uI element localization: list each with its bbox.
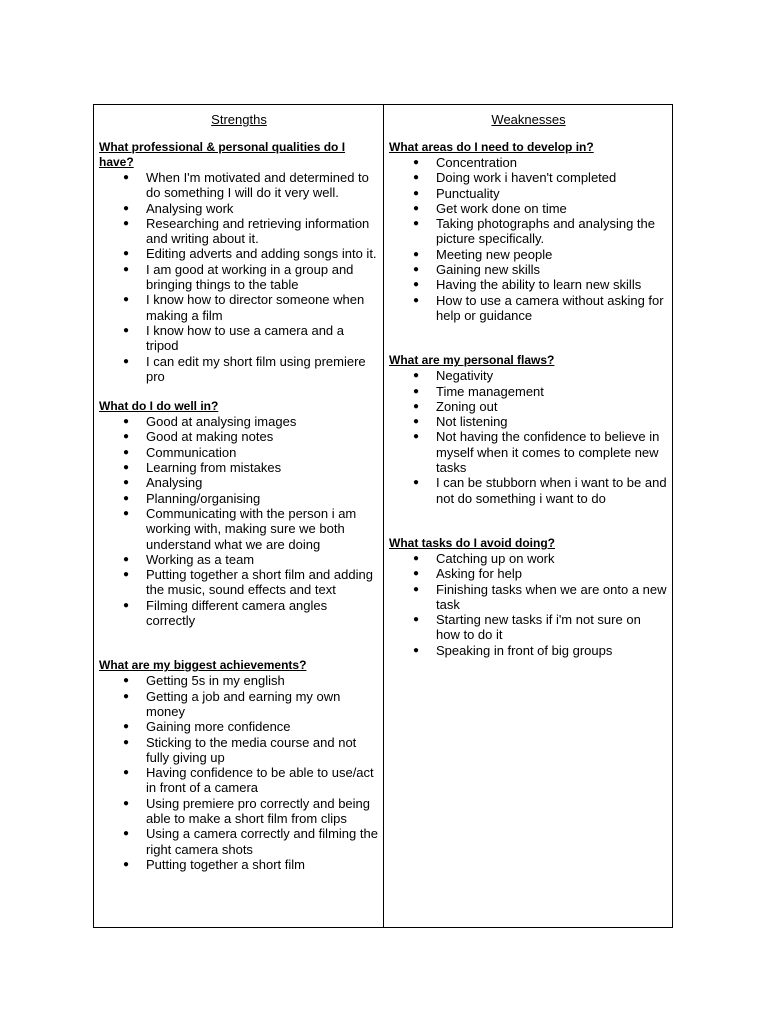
bullet-icon: ● — [413, 583, 420, 595]
bullet-list — [99, 170, 379, 384]
bullet-icon: ● — [413, 568, 420, 580]
bullet-icon: ● — [123, 675, 130, 687]
list-item: ● Gaining new skills — [413, 262, 541, 278]
bullet-icon: ● — [413, 202, 420, 214]
bullet-icon: ● — [123, 324, 130, 336]
list-item: ● Having the ability to learn new skills — [413, 277, 642, 293]
list-item: ● Negativity — [413, 368, 494, 384]
bullet-icon: ● — [123, 492, 130, 504]
list-item: ● Communication — [123, 444, 237, 460]
list-item: ● Concentration — [413, 155, 517, 170]
bullet-icon: ● — [123, 462, 130, 474]
bullet-icon: ● — [123, 477, 130, 489]
bullet-icon: ● — [123, 721, 130, 733]
list-item: ● Finishing tasks when we are onto a new task — [413, 581, 667, 612]
list-item: ● Time management — [413, 383, 544, 399]
list-item: ● Sticking to the media course and not fully giving up — [123, 734, 357, 765]
bullet-icon: ● — [123, 599, 130, 611]
bullet-icon: ● — [413, 385, 420, 397]
bullet-icon: ● — [123, 736, 130, 748]
list-item: ● Not having the confidence to believe in myself when it comes to complete new tasks — [413, 429, 660, 476]
list-item: ● Analysing — [123, 475, 203, 491]
section-title: What areas do I need to develop in? — [389, 140, 594, 154]
bullet-icon: ● — [413, 172, 420, 184]
bullet-icon: ● — [413, 187, 420, 199]
list-item: ● Catching up on work — [413, 550, 555, 566]
list-item: ● Analysing work — [123, 200, 234, 216]
bullet-icon: ● — [123, 767, 130, 779]
bullet-icon: ● — [123, 446, 130, 458]
list-item: ● Speaking in front of big groups — [413, 642, 613, 658]
spacer — [389, 506, 668, 536]
bullet-icon: ● — [413, 248, 420, 260]
bullet-icon: ● — [413, 477, 420, 489]
bullet-list — [99, 414, 379, 628]
bullet-icon: ● — [123, 263, 130, 275]
list-item: ● Meeting new people — [413, 246, 553, 262]
bullet-icon: ● — [123, 294, 130, 306]
spacer — [389, 323, 668, 353]
list-item: ● Putting together a short film — [123, 856, 305, 872]
strengths-header: Strengths — [211, 112, 267, 127]
list-item: ● Doing work i haven't completed — [413, 170, 617, 186]
bullet-icon: ● — [413, 370, 420, 382]
bullet-icon: ● — [123, 416, 130, 428]
list-item: ● Gaining more confidence — [123, 719, 291, 735]
bullet-icon: ● — [123, 355, 130, 367]
list-item: ● Zoning out — [413, 398, 498, 414]
bullet-icon: ● — [123, 217, 130, 229]
spacer — [99, 628, 379, 658]
bullet-list — [99, 673, 379, 872]
list-item: ● Starting new tasks if i'm not sure on how to do it — [413, 612, 641, 643]
list-item: ● Punctuality — [413, 185, 500, 201]
bullet-icon: ● — [123, 553, 130, 565]
bullet-icon: ● — [123, 248, 130, 260]
bullet-icon: ● — [413, 400, 420, 412]
list-item: ● Getting a job and earning my own money — [123, 688, 341, 719]
section-title: What professional & personal qualities do I have? — [99, 140, 346, 169]
bullet-icon: ● — [413, 614, 420, 626]
section-title: What tasks do I avoid doing? — [389, 535, 556, 550]
swot-table — [93, 104, 673, 928]
list-item: ● How to use a camera without asking for help or guidance — [413, 292, 664, 323]
bullet-icon: ● — [413, 431, 420, 443]
list-item: ● Not listening — [413, 414, 508, 430]
bullet-icon: ● — [123, 690, 130, 702]
list-item: ● Planning/organising — [123, 490, 261, 506]
bullet-icon: ● — [413, 157, 420, 168]
list-item: ● Get work done on time — [413, 200, 567, 216]
list-item: ● Having confidence to be able to use/act in front of a camera — [123, 765, 374, 796]
list-item: ● Editing adverts and adding songs into it. — [123, 246, 377, 262]
list-item: ● I can edit my short film using premiere pro — [123, 353, 366, 384]
list-item: ● Getting 5s in my english — [123, 673, 285, 689]
bullet-icon: ● — [123, 431, 130, 443]
section-title: What do I do well in? — [99, 399, 219, 414]
list-item: ● I know how to director someone when making a film — [123, 292, 365, 323]
bullet-icon: ● — [413, 294, 420, 306]
weaknesses-header: Weaknesses — [491, 112, 566, 127]
bullet-icon: ● — [123, 797, 130, 809]
list-item: ● Putting together a short film and adding the music, sound effects and text — [123, 567, 373, 598]
section-title: What are my personal flaws? — [389, 353, 555, 368]
list-item: ● Using premiere pro correctly and being able to make a short film from clips — [123, 795, 370, 826]
list-item: ● Good at analysing images — [123, 414, 297, 430]
bullet-icon: ● — [123, 172, 130, 183]
bullet-icon: ● — [123, 569, 130, 581]
list-item: ● I am good at working in a group and bringing things to the table — [123, 261, 354, 293]
bullet-icon: ● — [123, 202, 130, 214]
list-item: ● I can be stubborn when i want to be and not do something i want to do — [413, 475, 667, 506]
list-item: ● Filming different camera angles correctly — [123, 597, 328, 629]
bullet-icon: ● — [123, 828, 130, 840]
bullet-icon: ● — [123, 858, 130, 870]
section-title: What are my biggest achievements? — [99, 658, 307, 673]
list-item: ● Learning from mistakes — [123, 460, 282, 476]
list-item: ● Working as a team — [123, 551, 255, 567]
list-item: ● Using a camera correctly and filming the right camera shots — [123, 826, 378, 857]
bullet-list — [389, 368, 668, 506]
bullet-icon: ● — [413, 552, 420, 564]
list-item: ● I know how to use a camera and a tripod — [123, 322, 345, 354]
bullet-list — [389, 551, 668, 658]
list-item: ● Asking for help — [413, 566, 522, 582]
bullet-list — [389, 155, 668, 323]
bullet-icon: ● — [413, 264, 420, 276]
spacer — [99, 384, 379, 399]
bullet-icon: ● — [123, 507, 130, 519]
list-item: ● Good at making notes — [123, 429, 274, 445]
bullet-icon: ● — [413, 218, 420, 230]
bullet-icon: ● — [413, 644, 420, 656]
weaknesses-column — [384, 105, 672, 927]
list-item: ● Researching and retrieving information and writing about it. — [123, 215, 370, 247]
list-item: ● Taking photographs and analysing the picture specifically. — [413, 216, 655, 247]
list-item: ● Communicating with the person i am working with, making sure we both understand what we are doing — [123, 505, 357, 552]
bullet-icon: ● — [413, 279, 420, 291]
strengths-column — [94, 105, 384, 927]
list-item: ● When I'm motivated and determined to do something I will do it very well. — [123, 170, 369, 201]
bullet-icon: ● — [413, 416, 420, 428]
